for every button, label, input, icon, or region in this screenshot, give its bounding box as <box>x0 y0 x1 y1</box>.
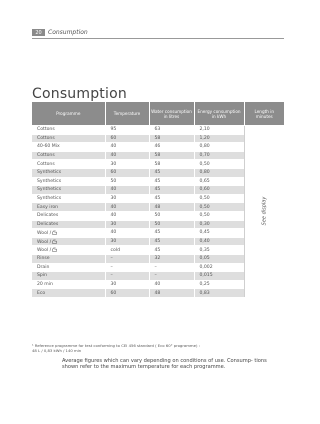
cell-temperature <box>105 229 149 238</box>
cell-water <box>149 151 194 160</box>
cell-programme <box>32 134 105 143</box>
cell-water <box>149 177 194 186</box>
temperature-value: 50 <box>110 178 117 184</box>
cell-energy <box>194 254 244 263</box>
temperature-value: 30 <box>110 196 117 202</box>
cell-water <box>149 263 194 272</box>
water-value: 45 <box>154 178 161 184</box>
cell-water <box>149 246 194 255</box>
cell-programme <box>32 151 105 160</box>
cell-temperature <box>105 203 149 212</box>
cell-energy <box>194 160 244 169</box>
energy-value: 0,30 <box>199 221 210 227</box>
cell-programme <box>32 220 105 229</box>
cell-water <box>149 194 194 203</box>
temperature-value: 30 <box>110 161 117 167</box>
energy-value: 0,60 <box>199 187 210 193</box>
cell-programme <box>32 211 105 220</box>
programme-value: Cottons <box>37 127 55 133</box>
temperature-value: – <box>110 264 113 270</box>
water-value: 32 <box>154 256 161 262</box>
cell-water <box>149 289 194 297</box>
water-value: – <box>154 264 157 270</box>
cell-water <box>149 143 194 152</box>
cell-energy <box>194 237 244 246</box>
cell-temperature <box>105 211 149 220</box>
hand-wash-icon <box>52 239 57 244</box>
water-value: 58 <box>154 135 161 141</box>
water-value: 40 <box>154 281 161 287</box>
section-title: Consumption <box>48 29 88 36</box>
energy-value: 0,015 <box>199 273 213 279</box>
cell-energy <box>194 186 244 195</box>
water-value: 46 <box>154 144 161 150</box>
energy-value: 0,50 <box>199 196 210 202</box>
temperature-value: 40 <box>110 187 117 193</box>
temperature-value: 30 <box>110 239 117 245</box>
temperature-value: 60 <box>110 170 117 176</box>
temperature-value: 30 <box>110 281 117 287</box>
cell-programme <box>32 177 105 186</box>
programme-value: Drain <box>37 264 50 270</box>
water-value: 58 <box>154 153 161 159</box>
cell-water <box>149 237 194 246</box>
water-value: 50 <box>154 213 161 219</box>
water-value: 58 <box>154 161 161 167</box>
water-value: 48 <box>154 290 161 296</box>
water-value: 45 <box>154 187 161 193</box>
water-value: 45 <box>154 239 161 245</box>
energy-value: 0,35 <box>199 247 210 253</box>
cell-energy <box>194 194 244 203</box>
cell-temperature <box>105 151 149 160</box>
cell-water <box>149 229 194 238</box>
column-header-temperature: Temperature <box>105 102 149 126</box>
cell-temperature <box>105 237 149 246</box>
cell-temperature <box>105 143 149 152</box>
table-header-row <box>32 102 284 126</box>
programme-value: Cottons <box>37 135 55 141</box>
footnote-line-1: ¹ Reference programme for test conforming to CEI 456 standard ( Eco 60° programme) : <box>32 343 200 348</box>
cell-temperature <box>105 263 149 272</box>
hand-wash-icon <box>52 247 57 252</box>
cell-water <box>149 272 194 281</box>
column-header-programme: Programme <box>32 102 105 126</box>
water-value: 48 <box>154 204 161 210</box>
cell-water <box>149 160 194 169</box>
cell-water <box>149 134 194 143</box>
temperature-value: 40 <box>110 144 117 150</box>
energy-value: 0,40 <box>199 239 210 245</box>
footnote <box>32 343 284 353</box>
consumption-note: Average figures which can vary depending on conditions of use. Consump- tions shown refer to the maximum temperature for each programme. <box>62 358 267 371</box>
programme-value: 40-60 Mix <box>37 144 60 150</box>
cell-water <box>149 186 194 195</box>
water-value: – <box>154 273 157 279</box>
programme-value: Synthetics <box>37 178 62 184</box>
energy-value: 0,50 <box>199 161 210 167</box>
water-value: 45 <box>154 196 161 202</box>
energy-value: 0,45 <box>199 230 210 236</box>
cell-temperature <box>105 134 149 143</box>
cell-programme <box>32 254 105 263</box>
water-value: 45 <box>154 170 161 176</box>
cell-programme <box>32 289 105 297</box>
programme-value: 20 min <box>37 281 53 287</box>
energy-value: 0,70 <box>199 153 210 159</box>
energy-value: 0,65 <box>199 178 210 184</box>
temperature-value: 95 <box>110 127 117 133</box>
table-row <box>32 126 284 135</box>
energy-value: 0,50 <box>199 204 210 210</box>
cell-energy <box>194 220 244 229</box>
programme-value: Delicates <box>37 221 59 227</box>
programme-value: Wool / <box>37 239 52 245</box>
cell-energy <box>194 134 244 143</box>
water-value: 63 <box>154 127 161 133</box>
cell-programme <box>32 229 105 238</box>
cell-water <box>149 280 194 289</box>
see-display-label: See display <box>261 197 268 226</box>
temperature-value: – <box>110 256 113 262</box>
programme-value: Eco <box>37 290 46 296</box>
cell-programme <box>32 272 105 281</box>
temperature-value: – <box>110 273 113 279</box>
programme-value: Synthetics <box>37 170 62 176</box>
cell-energy <box>194 143 244 152</box>
cell-water <box>149 254 194 263</box>
cell-programme <box>32 126 105 135</box>
cell-energy <box>194 229 244 238</box>
energy-value: 0,002 <box>199 264 213 270</box>
energy-value: 0,80 <box>199 170 210 176</box>
cell-programme <box>32 263 105 272</box>
cell-temperature <box>105 220 149 229</box>
cell-temperature <box>105 254 149 263</box>
cell-energy <box>194 246 244 255</box>
cell-programme <box>32 160 105 169</box>
cell-temperature <box>105 160 149 169</box>
cell-programme <box>32 186 105 195</box>
water-value: 50 <box>154 221 161 227</box>
programme-value: Wool / <box>37 230 52 236</box>
cell-water <box>149 126 194 135</box>
cell-temperature <box>105 168 149 177</box>
cell-programme <box>32 203 105 212</box>
programme-value: Synthetics <box>37 196 62 202</box>
programme-value: Spin <box>37 273 48 279</box>
cell-programme <box>32 194 105 203</box>
cell-programme <box>32 168 105 177</box>
programme-value: Delicates <box>37 213 59 219</box>
temperature-value: 60 <box>110 135 117 141</box>
temperature-value: 60 <box>110 290 117 296</box>
cell-energy <box>194 177 244 186</box>
hand-wash-icon <box>52 230 57 235</box>
cell-programme <box>32 246 105 255</box>
programme-value: Easy iron <box>37 204 59 210</box>
programme-value: Cottons <box>37 153 55 159</box>
cell-energy <box>194 126 244 135</box>
cell-programme <box>32 280 105 289</box>
programme-value: Rinse <box>37 256 50 262</box>
cell-energy <box>194 272 244 281</box>
cell-water <box>149 168 194 177</box>
temperature-value: 30 <box>110 221 117 227</box>
temperature-value: 40 <box>110 153 117 159</box>
page-header <box>32 28 88 37</box>
programme-value: Wool / <box>37 248 52 254</box>
temperature-value: cold <box>110 247 121 253</box>
cell-energy <box>194 263 244 272</box>
footnote-line-2: 48 L / 0,83 kWh / 140 min <box>32 348 82 353</box>
cell-water <box>149 203 194 212</box>
temperature-value: 40 <box>110 204 117 210</box>
energy-value: 0,25 <box>199 281 210 287</box>
energy-value: 0,83 <box>199 290 210 296</box>
programme-value: Synthetics <box>37 187 62 193</box>
temperature-value: 40 <box>110 230 117 236</box>
cell-energy <box>194 280 244 289</box>
energy-value: 0,80 <box>199 144 210 150</box>
energy-value: 0,05 <box>199 256 210 262</box>
cell-programme <box>32 237 105 246</box>
cell-energy <box>194 168 244 177</box>
water-value: 45 <box>154 247 161 253</box>
column-header-energy: Energy consumption in kWh <box>194 102 244 126</box>
cell-temperature <box>105 272 149 281</box>
cell-temperature <box>105 246 149 255</box>
length-cell <box>244 126 284 297</box>
cell-temperature <box>105 289 149 297</box>
water-value: 45 <box>154 230 161 236</box>
cell-energy <box>194 211 244 220</box>
column-header-water: Water consumption in litres <box>149 102 194 126</box>
cell-energy <box>194 203 244 212</box>
cell-temperature <box>105 280 149 289</box>
cell-energy <box>194 289 244 297</box>
energy-value: 1,20 <box>199 135 210 141</box>
cell-temperature <box>105 177 149 186</box>
cell-temperature <box>105 126 149 135</box>
header-rule <box>32 38 284 39</box>
consumption-table <box>32 102 284 297</box>
cell-programme <box>32 143 105 152</box>
cell-water <box>149 220 194 229</box>
cell-temperature <box>105 186 149 195</box>
cell-water <box>149 211 194 220</box>
cell-temperature <box>105 194 149 203</box>
energy-value: 0,50 <box>199 213 210 219</box>
column-header-length: Length in minutes <box>244 102 284 126</box>
cell-energy <box>194 151 244 160</box>
energy-value: 2,10 <box>199 127 210 133</box>
page-number: 20 <box>32 29 45 36</box>
programme-value: Cottons <box>37 161 55 167</box>
page-title: Consumption <box>32 86 127 102</box>
temperature-value: 40 <box>110 213 117 219</box>
